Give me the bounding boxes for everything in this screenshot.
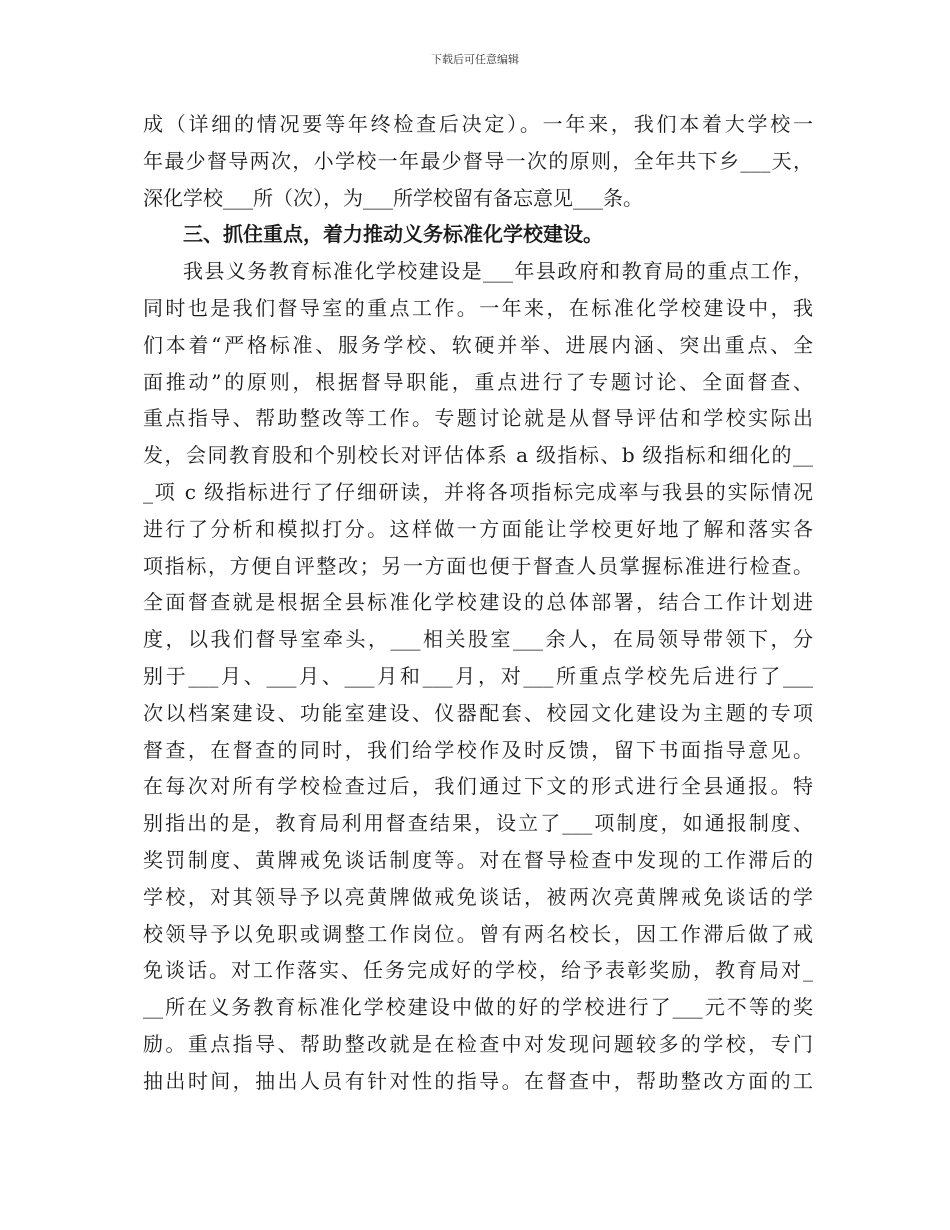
text-line: 同时也是我们督导室的重点工作。一年来，在标准化学校建设中，我: [143, 295, 813, 320]
text-line: 项指标，方便自评整改；另一方面也便于督查人员掌握标准进行检查。: [143, 553, 813, 578]
text-line: 奖罚制度、黄牌戒免谈话制度等。对在督导检查中发现的工作滞后的: [143, 847, 813, 872]
paragraph-1: [143, 106, 813, 216]
text-line: 全面督查就是根据全县标准化学校建设的总体部署，结合工作计划进: [143, 590, 813, 615]
text-line: 学校，对其领导予以亮黄牌做戒免谈话，被两次亮黄牌戒免谈话的学: [143, 884, 813, 909]
text-line: 督查，在督查的同时，我们给学校作及时反馈，留下书面指导意见。: [143, 737, 813, 762]
section-heading: 三、抓住重点，着力推动义务标准化学校建设。: [183, 222, 603, 247]
text-line: 别指出的是，教育局利用督查结果，设立了___项制度，如通报制度、: [143, 811, 813, 836]
text-line: 年最少督导两次，小学校一年最少督导一次的原则，全年共下乡___天，: [143, 148, 813, 173]
text-line: 在每次对所有学校检查过后，我们通过下文的形式进行全县通报。特: [143, 774, 813, 799]
text-line: 深化学校___所（次），为___所学校留有备忘意见___条。: [143, 185, 643, 210]
text-line: 面推动”的原则，根据督导职能，重点进行了专题讨论、全面督查、: [143, 369, 813, 394]
text-line: 重点指导、帮助整改等工作。专题讨论就是从督导评估和学校实际出: [143, 406, 813, 431]
text-line: 校领导予以免职或调整工作岗位。曾有两名校长，因工作滞后做了戒: [143, 921, 813, 946]
text-line: 发，会同教育股和个别校长对评估体系 a 级指标、b 级指标和细化的__: [143, 443, 813, 468]
document-body: [143, 106, 813, 1100]
text-line: 免谈话。对工作落实、任务完成好的学校，给予表彰奖励，教育局对_: [143, 958, 813, 983]
paragraph-2: [143, 253, 813, 1099]
text-line: 励。重点指导、帮助整改就是在检查中对发现问题较多的学校，专门: [143, 1031, 813, 1056]
text-line: 次以档案建设、功能室建设、仪器配套、校园文化建设为主题的专项: [143, 700, 813, 725]
text-line: 别于___月、___月、___月和___月，对___所重点学校先后进行了___: [143, 663, 813, 688]
text-line: __所在义务教育标准化学校建设中做的好的学校进行了___元不等的奖: [143, 995, 813, 1020]
text-line: 成（详细的情况要等年终检查后决定）。一年来，我们本着大学校一: [143, 112, 813, 136]
text-line: _项 c 级指标进行了仔细研读，并将各项指标完成率与我县的实际情况: [143, 479, 813, 504]
page-header: 下载后可任意编辑: [431, 53, 519, 66]
text-line: 度，以我们督导室牵头，___相关股室___余人，在局领导带领下，分: [143, 627, 813, 652]
text-line: 们本着“严格标准、服务学校、软硬并举、进展内涵、突出重点、全: [143, 332, 813, 357]
text-line: 进行了分析和模拟打分。这样做一方面能让学校更好地了解和落实各: [143, 516, 813, 541]
text-line: 抽出时间，抽出人员有针对性的指导。在督查中，帮助整改方面的工: [143, 1068, 813, 1093]
text-line: 我县义务教育标准化学校建设是___年县政府和教育局的重点工作，: [183, 259, 813, 284]
